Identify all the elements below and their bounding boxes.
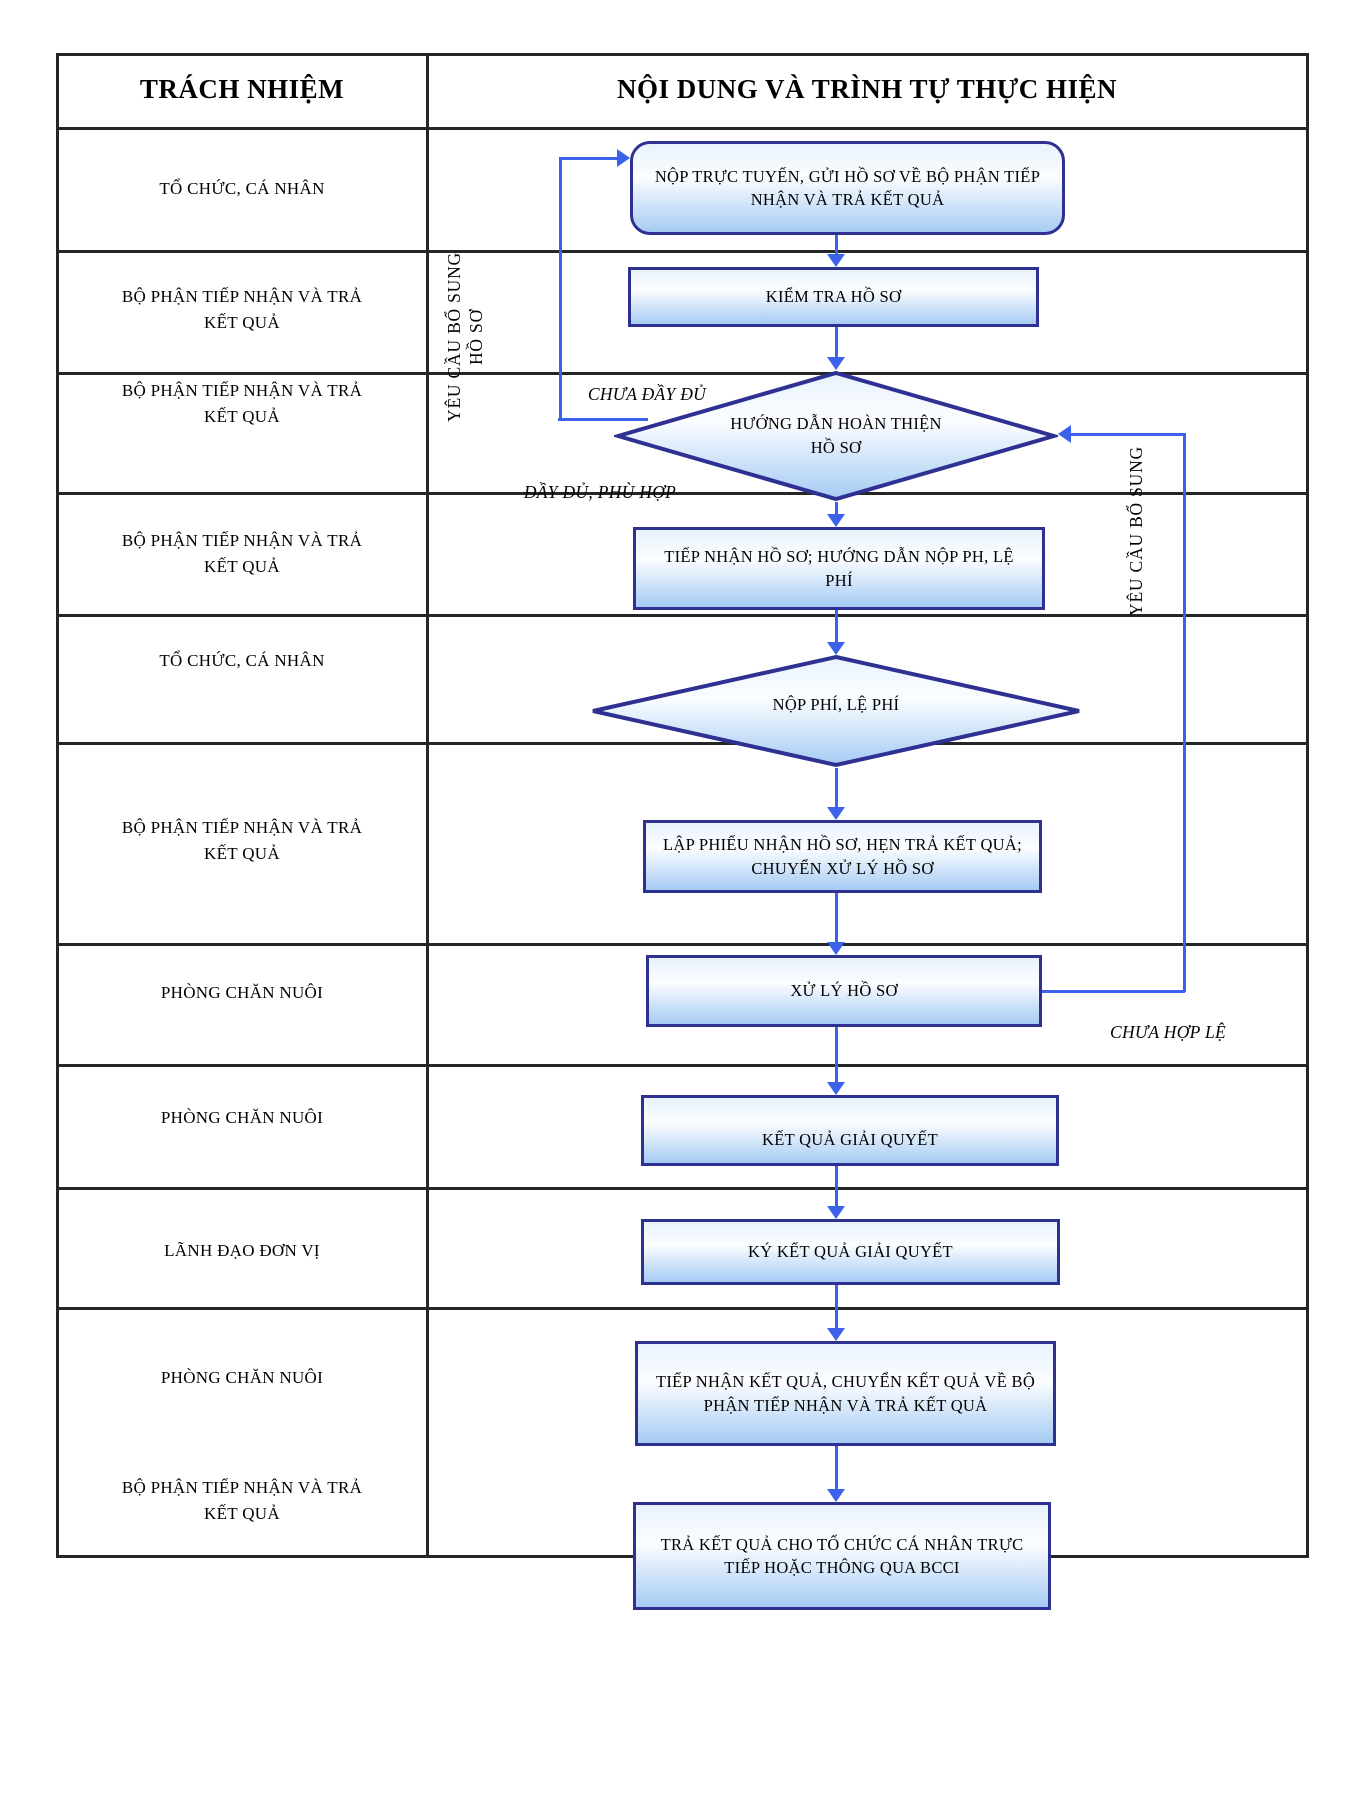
node-result: KẾT QUẢ GIẢI QUYẾT: [641, 1095, 1059, 1166]
loop-right-vertical: [1183, 433, 1186, 992]
responsibility-row-3: BỘ PHẬN TIẾP NHẬN VÀ TRẢ KẾT QUẢ: [121, 381, 363, 427]
loop-left-vertical: [559, 157, 562, 421]
loop-right-arrowhead: [1058, 425, 1071, 443]
arrow-receiveresult-return-line: [835, 1446, 838, 1489]
node-process-dossier: XỬ LÝ HỒ SƠ: [646, 955, 1042, 1027]
arrow-guide-receive-line: [835, 502, 838, 514]
table-border-r6: [57, 943, 1307, 946]
table-column-divider: [426, 53, 429, 1558]
table-border-r9: [57, 1307, 1307, 1310]
responsibility-row-9: LÃNH ĐẠO ĐƠN VỊ: [164, 1241, 320, 1260]
node-return-result: TRẢ KẾT QUẢ CHO TỔ CHỨC CÁ NHÂN TRỰC TIẾP HOẶC THÔNG QUA BCCI: [633, 1502, 1051, 1610]
responsibility-row-4: BỘ PHẬN TIẾP NHẬN VÀ TRẢ KẾT QUẢ: [121, 531, 363, 577]
responsibility-row-10a: PHÒNG CHĂN NUÔI: [160, 1368, 324, 1387]
loop-right-top: [1071, 433, 1184, 436]
responsibility-row-8: PHÒNG CHĂN NUÔI: [160, 1108, 324, 1127]
decision-pay-fee-label: NỘP PHÍ, LỆ PHÍ: [772, 695, 900, 715]
arrow-receive-payfee-head: [827, 642, 845, 655]
arrow-process-result-line: [835, 1027, 838, 1082]
node-receive-transfer-result: TIẾP NHẬN KẾT QUẢ, CHUYỂN KẾT QUẢ VỀ BỘ PHẬN TIẾP NHẬN VÀ TRẢ KẾT QUẢ: [635, 1341, 1056, 1446]
responsibility-row-6: BỘ PHẬN TIẾP NHẬN VÀ TRẢ KẾT QUẢ: [121, 818, 363, 864]
arrow-sign-receiveresult-line: [835, 1285, 838, 1328]
label-request-supplement-left: YÊU CẦU BỔ SUNG HỒ SƠ: [444, 252, 486, 422]
loop-right-bottom: [1042, 990, 1185, 993]
responsibility-row-2: BỘ PHẬN TIẾP NHẬN VÀ TRẢ KẾT QUẢ: [121, 287, 363, 333]
arrow-check-guide-head: [827, 357, 845, 370]
table-border-header: [57, 127, 1307, 130]
label-request-supplement-right: YÊU CẦU BỔ SUNG: [1126, 446, 1147, 616]
arrow-submit-check-line: [835, 235, 838, 254]
node-receive-dossier: TIẾP NHẬN HỒ SƠ; HƯỚNG DẪN NỘP PH, LỆ PHÍ: [633, 527, 1045, 610]
arrow-receiveresult-return-head: [827, 1489, 845, 1502]
arrow-submit-check-head: [827, 254, 845, 267]
arrow-check-guide-line: [835, 327, 838, 357]
table-border-top: [57, 53, 1307, 56]
table-border-r1: [57, 250, 1307, 253]
responsibility-row-1: TỔ CHỨC, CÁ NHÂN: [159, 179, 325, 198]
arrow-receive-payfee-line: [835, 610, 838, 642]
arrow-sign-receiveresult-head: [827, 1328, 845, 1341]
responsibility-row-10b: BỘ PHẬN TIẾP NHẬN VÀ TRẢ KẾT QUẢ: [121, 1478, 363, 1524]
responsibility-row-7: PHÒNG CHĂN NUÔI: [160, 983, 324, 1002]
arrow-payfee-receipt-line: [835, 768, 838, 807]
decision-guide-complete-label: HƯỚNG DẪN HOÀN THIỆN HỒ SƠ: [730, 414, 942, 457]
node-submit-online: NỘP TRỰC TUYẾN, GỬI HỒ SƠ VỀ BỘ PHẬN TIẾP NHẬN VÀ TRẢ KẾT QUẢ: [630, 141, 1065, 235]
responsibility-row-5: TỔ CHỨC, CÁ NHÂN: [159, 651, 325, 670]
label-invalid: CHƯA HỢP LỆ: [1110, 1022, 1226, 1042]
arrow-result-sign-line: [835, 1166, 838, 1206]
arrow-guide-receive-head: [827, 514, 845, 527]
node-create-receipt: LẬP PHIẾU NHẬN HỒ SƠ, HẸN TRẢ KẾT QUẢ; CHUYỂN XỬ LÝ HỒ SƠ: [643, 820, 1042, 893]
table-border-right: [1306, 53, 1309, 1558]
table-border-r4: [57, 614, 1307, 617]
arrow-process-result-head: [827, 1082, 845, 1095]
node-check-dossier: KIỂM TRA HỒ SƠ: [628, 267, 1039, 327]
table-border-left: [56, 53, 59, 1558]
loop-left-stub: [558, 418, 648, 421]
arrow-result-sign-head: [827, 1206, 845, 1219]
arrow-payfee-receipt-head: [827, 807, 845, 820]
table-border-r8: [57, 1187, 1307, 1190]
header-content: NỘI DUNG VÀ TRÌNH TỰ THỰC HIỆN: [616, 74, 1118, 104]
header-responsibility: TRÁCH NHIỆM: [139, 74, 345, 104]
label-incomplete: CHƯA ĐẦY ĐỦ: [587, 384, 707, 404]
loop-left-top: [559, 157, 618, 160]
loop-left-arrowhead: [617, 149, 630, 167]
arrow-receipt-process-head: [827, 942, 845, 955]
label-complete-suitable: ĐẦY ĐỦ, PHÙ HỢP: [523, 482, 677, 502]
table-border-r7: [57, 1064, 1307, 1067]
node-sign-result: KÝ KẾT QUẢ GIẢI QUYẾT: [641, 1219, 1060, 1285]
arrow-receipt-process-line: [835, 893, 838, 942]
